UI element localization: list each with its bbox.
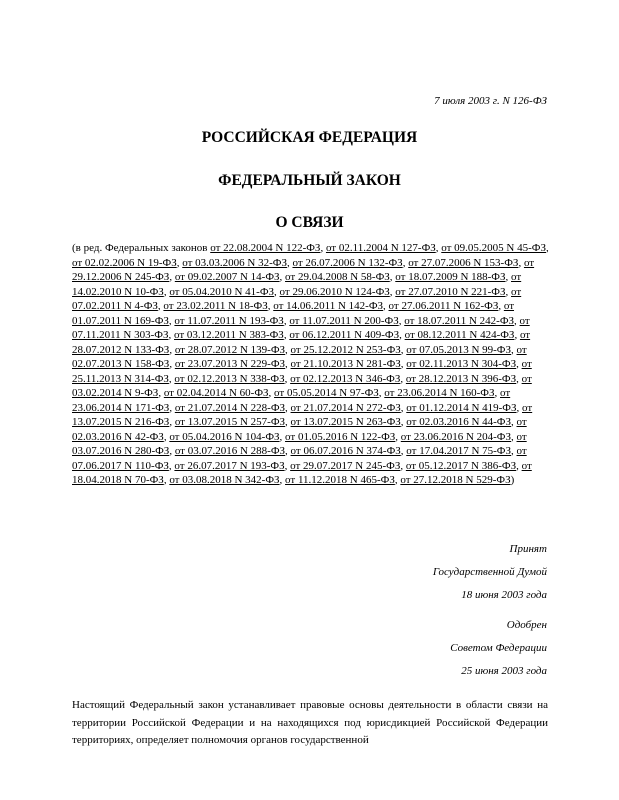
adopted-date: 18 июня 2003 года bbox=[461, 589, 547, 601]
revision-link[interactable]: от 25.11.2013 N 314-ФЗ bbox=[72, 358, 532, 385]
revision-link[interactable]: от 05.12.2017 N 386-ФЗ bbox=[405, 459, 517, 472]
approved-date: 25 июня 2003 года bbox=[461, 665, 547, 677]
revision-link[interactable]: от 23.06.2016 N 204-ФЗ bbox=[400, 430, 512, 443]
revision-link[interactable]: от 02.11.2004 N 127-ФЗ bbox=[325, 242, 436, 254]
revision-link[interactable]: от 07.05.2013 N 99-ФЗ bbox=[406, 343, 512, 356]
revision-link[interactable]: от 01.07.2011 N 169-ФЗ bbox=[72, 300, 515, 327]
revision-link[interactable]: от 28.07.2012 N 139-ФЗ bbox=[174, 343, 286, 356]
revision-link[interactable]: от 23.06.2014 N 171-ФЗ bbox=[72, 387, 511, 414]
revision-link[interactable]: от 01.12.2014 N 419-ФЗ bbox=[406, 401, 517, 414]
revision-link[interactable]: от 27.12.2018 N 529-ФЗ bbox=[400, 474, 511, 486]
revision-link[interactable]: от 03.07.2016 N 280-ФЗ bbox=[72, 430, 527, 457]
revision-link[interactable]: от 02.04.2014 N 60-ФЗ bbox=[163, 387, 269, 399]
revision-link[interactable]: от 02.12.2013 N 346-ФЗ bbox=[290, 372, 401, 385]
revisions-list bbox=[72, 241, 550, 488]
revision-link[interactable]: от 27.06.2011 N 162-ФЗ bbox=[388, 300, 499, 312]
revision-link[interactable]: от 26.07.2006 N 132-ФЗ bbox=[292, 256, 403, 269]
revision-link[interactable]: от 29.07.2017 N 245-ФЗ bbox=[290, 459, 401, 472]
law-date-number: 7 июля 2003 г. N 126-ФЗ bbox=[434, 95, 547, 107]
revision-link[interactable]: от 28.07.2012 N 133-ФЗ bbox=[72, 329, 531, 356]
revision-link[interactable]: от 08.12.2011 N 424-ФЗ bbox=[404, 329, 515, 341]
approved-by: Советом Федерации bbox=[450, 642, 547, 654]
revision-link[interactable]: от 02.03.2016 N 42-ФЗ bbox=[72, 416, 527, 443]
revision-link[interactable]: от 26.07.2017 N 193-ФЗ bbox=[174, 459, 285, 472]
revision-link[interactable]: от 07.02.2011 N 4-ФЗ bbox=[72, 285, 522, 312]
revision-link[interactable]: от 11.07.2011 N 193-ФЗ bbox=[174, 314, 284, 327]
revision-link[interactable]: от 07.06.2017 N 110-ФЗ bbox=[72, 445, 527, 472]
revision-link[interactable]: от 07.11.2011 N 303-ФЗ bbox=[72, 314, 530, 341]
revisions-suffix: ) bbox=[510, 474, 515, 486]
revision-link[interactable]: от 11.07.2011 N 200-ФЗ bbox=[289, 314, 399, 327]
adopted-label: Принят bbox=[509, 543, 547, 555]
revision-link[interactable]: от 05.04.2010 N 41-ФЗ bbox=[169, 285, 275, 298]
revision-link[interactable]: от 23.02.2011 N 18-ФЗ bbox=[163, 300, 268, 312]
revision-link[interactable]: от 18.07.2011 N 242-ФЗ bbox=[404, 314, 515, 327]
revision-link[interactable]: от 03.02.2014 N 9-ФЗ bbox=[72, 372, 532, 399]
revision-link[interactable]: от 23.07.2013 N 229-ФЗ bbox=[174, 358, 286, 370]
adopted-by: Государственной Думой bbox=[432, 566, 547, 578]
revision-link[interactable]: от 02.02.2006 N 19-ФЗ bbox=[72, 256, 177, 269]
revision-link[interactable]: от 03.08.2018 N 342-ФЗ bbox=[169, 474, 280, 486]
revision-link[interactable]: от 02.11.2013 N 304-ФЗ bbox=[406, 358, 517, 370]
revision-link[interactable]: от 02.07.2013 N 158-ФЗ bbox=[72, 343, 527, 370]
revision-link[interactable]: от 29.06.2010 N 124-ФЗ bbox=[279, 285, 390, 298]
revision-link[interactable]: от 03.12.2011 N 383-ФЗ bbox=[174, 329, 284, 341]
revision-link[interactable]: от 22.08.2004 N 122-ФЗ bbox=[210, 242, 321, 254]
revision-link[interactable]: от 28.12.2013 N 396-ФЗ bbox=[405, 372, 517, 385]
country-heading: РОССИЙСКАЯ ФЕДЕРАЦИЯ bbox=[201, 129, 418, 146]
revision-link[interactable]: от 21.07.2014 N 272-ФЗ bbox=[290, 401, 401, 414]
revision-link[interactable]: от 03.07.2016 N 288-ФЗ bbox=[174, 445, 286, 457]
law-type-heading: ФЕДЕРАЛЬНЫЙ ЗАКОН bbox=[218, 172, 401, 189]
adopted-block bbox=[433, 538, 547, 607]
revision-link[interactable]: от 02.12.2013 N 338-ФЗ bbox=[174, 372, 285, 385]
revision-link[interactable]: от 02.03.2016 N 44-ФЗ bbox=[406, 416, 512, 428]
revision-link[interactable]: от 18.07.2009 N 188-ФЗ bbox=[395, 271, 506, 283]
revision-link[interactable]: от 05.04.2016 N 104-ФЗ bbox=[169, 430, 280, 443]
revision-link[interactable]: от 11.12.2018 N 465-ФЗ bbox=[285, 474, 395, 486]
law-title-heading: О СВЯЗИ bbox=[275, 214, 344, 231]
body-paragraph: Настоящий Федеральный закон устанавливает правовые основы деятельности в области связи на территории Российской Федерации и на находящихся под юрисдикцией Российской Федерации территориях, определяет полномочия органов государственной bbox=[72, 699, 548, 746]
revision-link[interactable]: от 05.05.2014 N 97-ФЗ bbox=[274, 387, 379, 399]
revision-link[interactable]: от 29.12.2006 N 245-ФЗ bbox=[72, 256, 535, 283]
revision-link[interactable]: от 06.12.2011 N 409-ФЗ bbox=[289, 329, 400, 341]
revision-link[interactable]: от 03.03.2006 N 32-ФЗ bbox=[182, 256, 287, 269]
revision-link[interactable]: от 21.10.2013 N 281-ФЗ bbox=[290, 358, 401, 370]
revision-link[interactable]: от 14.06.2011 N 142-ФЗ bbox=[273, 300, 384, 312]
revision-link[interactable]: от 01.05.2016 N 122-ФЗ bbox=[285, 430, 396, 443]
revision-link[interactable]: от 14.02.2010 N 10-ФЗ bbox=[72, 271, 522, 298]
revision-link[interactable]: от 18.04.2018 N 70-ФЗ bbox=[72, 459, 532, 486]
revision-link[interactable]: от 13.07.2015 N 263-ФЗ bbox=[290, 416, 401, 428]
revision-link[interactable]: от 21.07.2014 N 228-ФЗ bbox=[174, 401, 286, 414]
revision-links: от 22.08.2004 N 122-ФЗ, от 02.11.2004 N 127-ФЗ, от 09.05.2005 N 45-ФЗ, от 02.02.2006 N 19-ФЗ, от 03.03.2006 N 32-ФЗ, от 26.07.2006 N 132-ФЗ, от 27.07.2006 N 153-ФЗ, от 29.12.2006 N 245-ФЗ, от 09.02.2007 N 14-ФЗ, от 29.04.2008 N 58-ФЗ, от 18.07.2009 N 188-ФЗ, от 14.02.2010 N 10-ФЗ, от 05.04.2010 N 41-ФЗ, от 29.06.2010 N 124-ФЗ, от 27.07.2010 N 221-ФЗ, от 07.02.2011 N 4-ФЗ, от 23.02.2011 N 18-ФЗ, от 14.06.2011 N 142-ФЗ, от 27.06.2011 N 162-ФЗ, от 01.07.2011 N 169-ФЗ, от 11.07.2011 N 193-ФЗ, от 11.07.2011 N 200-ФЗ, от 18.07.2011 N 242-ФЗ, от 07.11.2011 N 303-ФЗ, от 03.12.2011 N 383-ФЗ, от 06.12.2011 N 409-ФЗ, от 08.12.2011 N 424-ФЗ, от 28.07.2012 N 133-ФЗ, от 28.07.2012 N 139-ФЗ, от 25.12.2012 N 253-ФЗ, от 07.05.2013 N 99-ФЗ, от 02.07.2013 N 158-ФЗ, от 23.07.2013 N 229-ФЗ, от 21.10.2013 N 281-ФЗ, от 02.11.2013 N 304-ФЗ, от 25.11.2013 N 314-ФЗ, от 02.12.2013 N 338-ФЗ, от 02.12.2013 N 346-ФЗ, от 28.12.2013 N 396-ФЗ, от 03.02.2014 N 9-ФЗ, от 02.04.2014 N 60-ФЗ, от 05.05.2014 N 97-ФЗ, от 23.06.2014 N 160-ФЗ, от 23.06.2014 N 171-ФЗ, от 21.07.2014 N 228-ФЗ, от 21.07.2014 N 272-ФЗ, от 01.12.2014 N 419-ФЗ, от 13.07.2015 N 216-ФЗ, от 13.07.2015 N 257-ФЗ, от 13.07.2015 N 263-ФЗ, от 02.03.2016 N 44-ФЗ, от 02.03.2016 N 42-ФЗ, от 05.04.2016 N 104-ФЗ, от 01.05.2016 N 122-ФЗ, от 23.06.2016 N 204-ФЗ, от 03.07.2016 N 280-ФЗ, от 03.07.2016 N 288-ФЗ, от 06.07.2016 N 374-ФЗ, от 17.04.2017 N 75-ФЗ, от 07.06.2017 N 110-ФЗ, от 26.07.2017 N 193-ФЗ, от 29.07.2017 N 245-ФЗ, от 05.12.2017 N 386-ФЗ, от 18.04.2018 N 70-ФЗ, от 03.08.2018 N 342-ФЗ, от 11.12.2018 N 465-ФЗ, от 27.12.2018 N 529-ФЗ bbox=[72, 242, 549, 486]
revision-link[interactable]: от 09.02.2007 N 14-ФЗ bbox=[174, 271, 280, 283]
revision-link[interactable]: от 06.07.2016 N 374-ФЗ bbox=[290, 445, 401, 457]
approved-block bbox=[450, 614, 547, 683]
revision-link[interactable]: от 25.12.2012 N 253-ФЗ bbox=[290, 343, 401, 356]
approved-label: Одобрен bbox=[506, 619, 547, 631]
revisions-prefix: (в ред. Федеральных законов bbox=[72, 242, 211, 254]
revision-link[interactable]: от 09.05.2005 N 45-ФЗ bbox=[441, 242, 546, 254]
revision-link[interactable]: от 27.07.2006 N 153-ФЗ bbox=[408, 256, 519, 269]
revision-link[interactable]: от 23.06.2014 N 160-ФЗ bbox=[384, 387, 495, 399]
revision-link[interactable]: от 17.04.2017 N 75-ФЗ bbox=[406, 445, 512, 457]
revision-link[interactable]: от 29.04.2008 N 58-ФЗ bbox=[285, 271, 390, 283]
revision-link[interactable]: от 13.07.2015 N 257-ФЗ bbox=[174, 416, 286, 428]
revision-link[interactable]: от 13.07.2015 N 216-ФЗ bbox=[72, 401, 533, 428]
revision-link[interactable]: от 27.07.2010 N 221-ФЗ bbox=[395, 285, 506, 298]
